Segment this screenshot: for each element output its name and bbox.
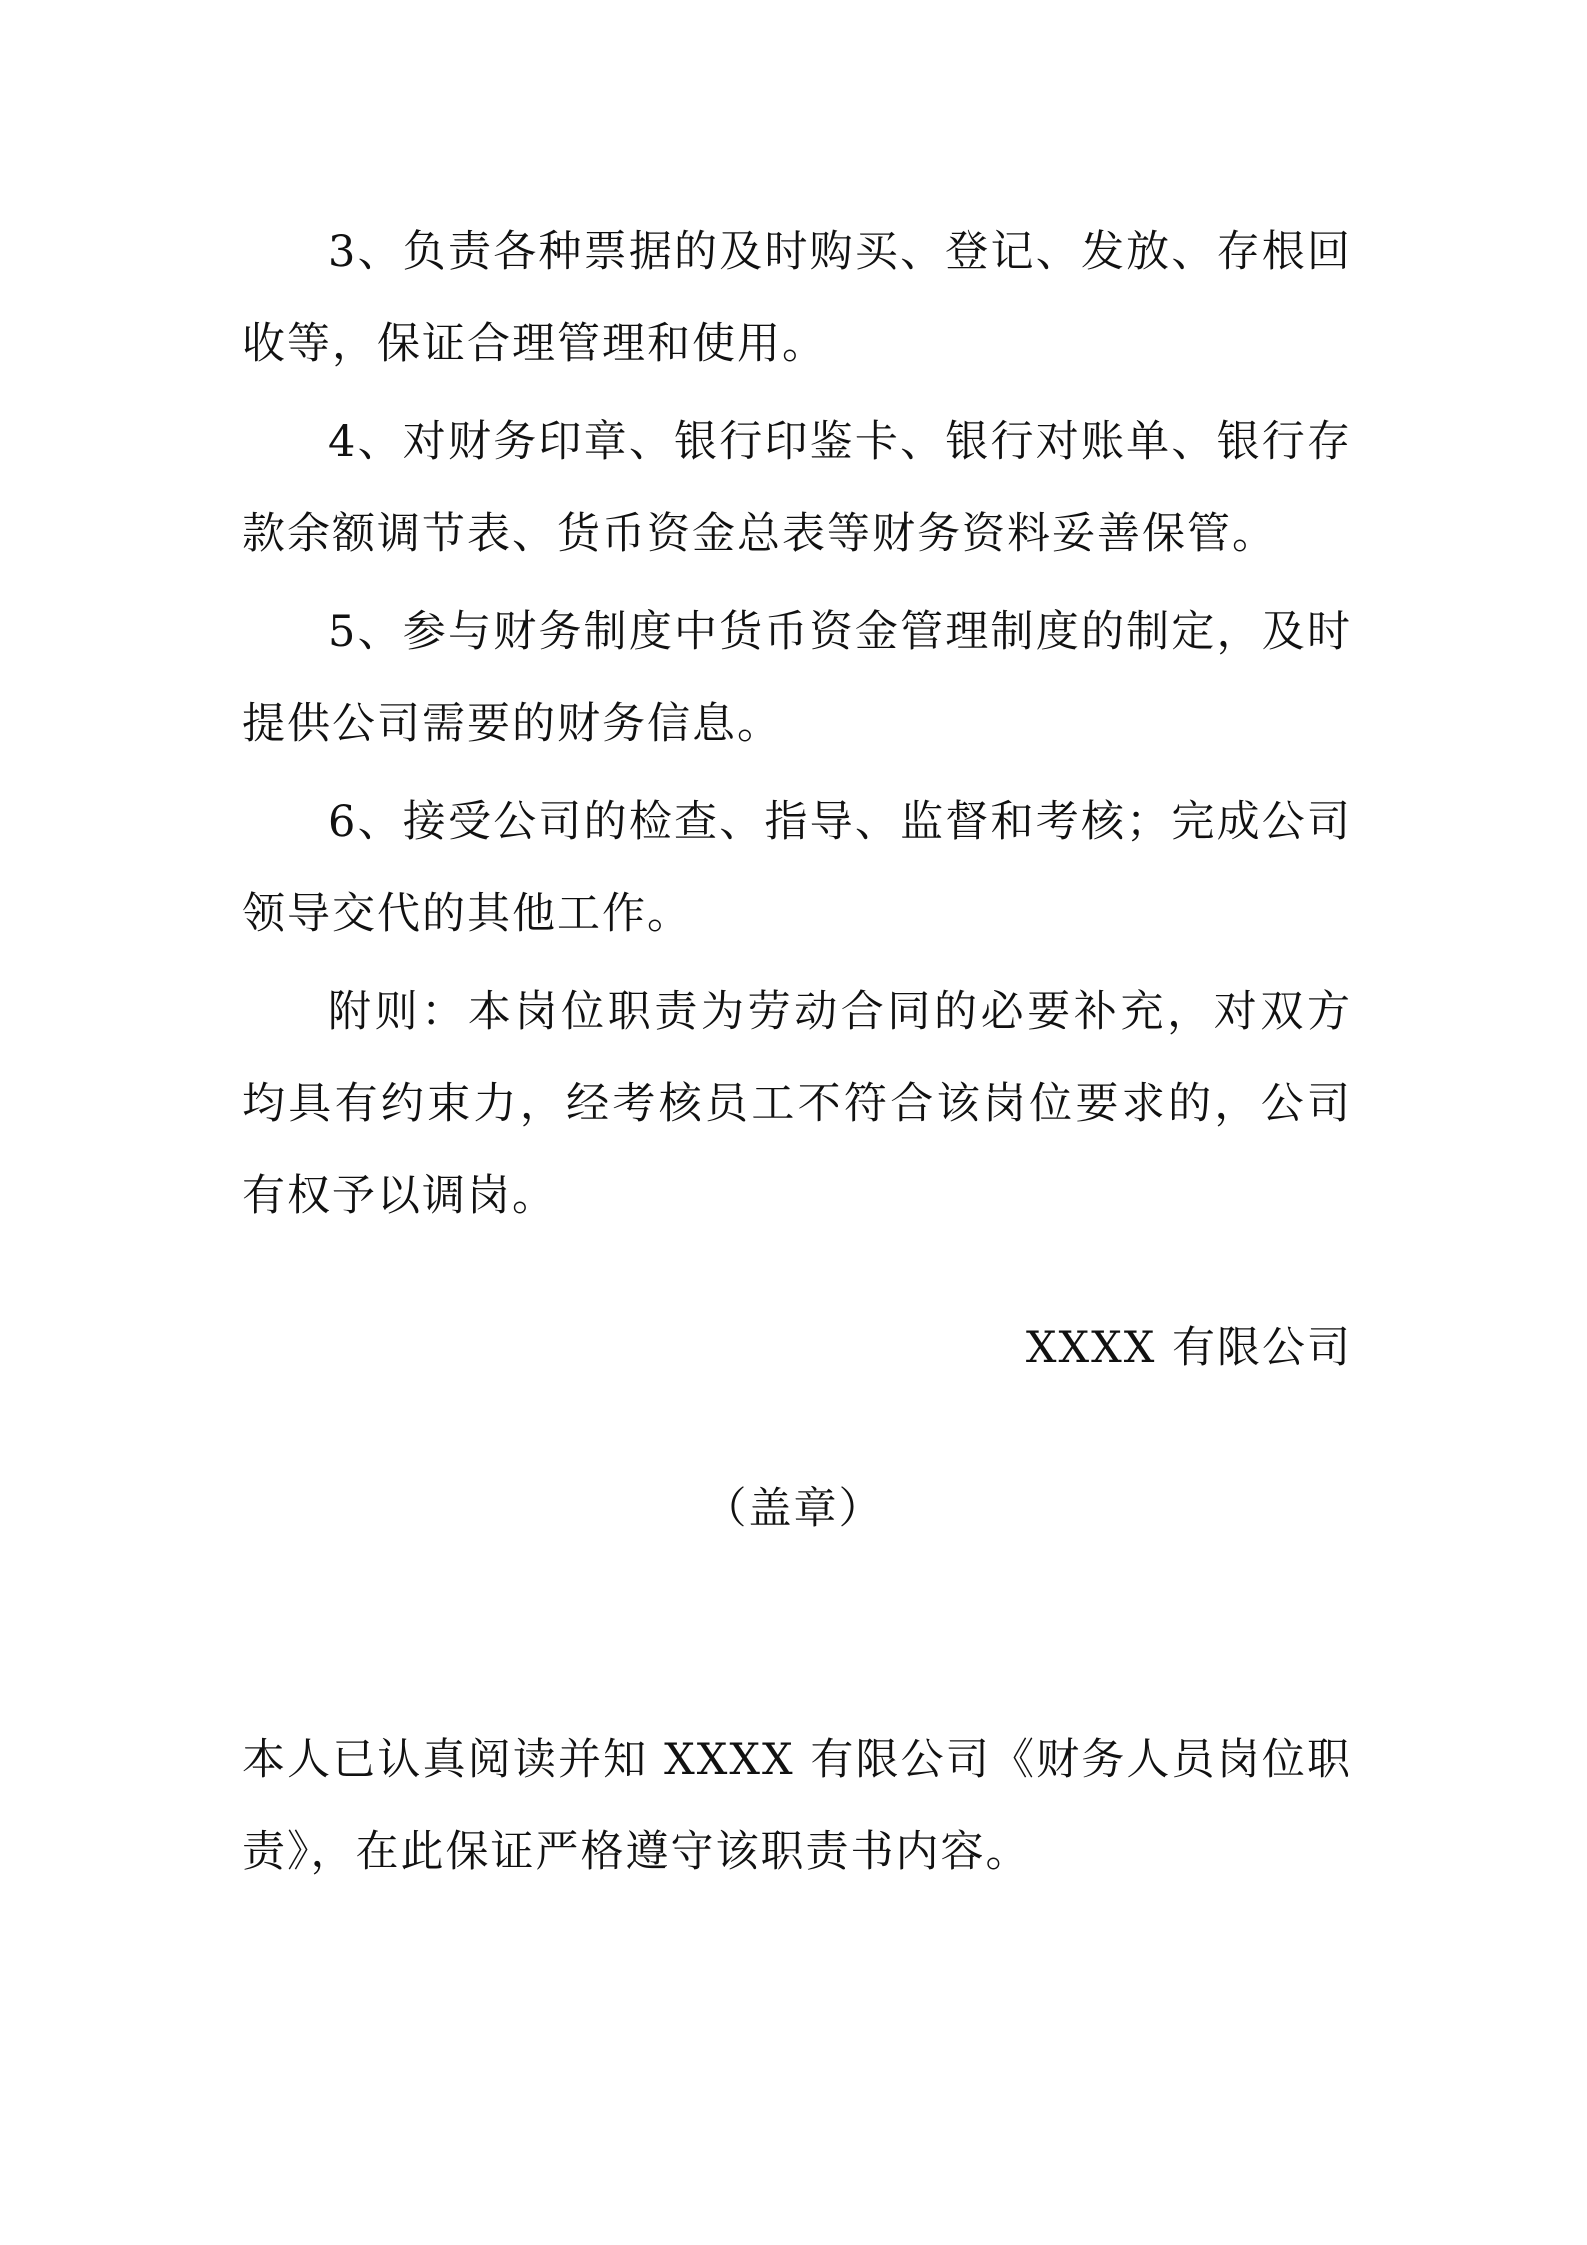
duty-item-3: 3、负责各种票据的及时购买、登记、发放、存根回收等，保证合理管理和使用。 (242, 227, 1352, 369)
company-name: XXXX 有限公司 (1025, 1323, 1352, 1373)
duty-item-4: 4、对财务印章、银行印鉴卡、银行对账单、银行存款余额调节表、货币资金总表等财务资料妥善保管。 (242, 417, 1352, 559)
appendix-clause: 附则：本岗位职责为劳动合同的必要补充，对双方均具有约束力，经考核员工不符合该岗位要求的，公司有权予以调岗。 (242, 987, 1352, 1221)
document-body (242, 206, 1352, 1248)
duty-item-5: 5、参与财务制度中货币资金管理制度的制定，及时提供公司需要的财务信息。 (242, 607, 1352, 749)
seal-note: （盖章） (703, 1484, 884, 1534)
acknowledgement-statement: 本人已认真阅读并知 XXXX 有限公司《财务人员岗位职责》，在此保证严格遵守该职责书内容。 (242, 1735, 1352, 1877)
duty-item-6: 6、接受公司的检查、指导、监督和考核；完成公司领导交代的其他工作。 (242, 797, 1352, 939)
